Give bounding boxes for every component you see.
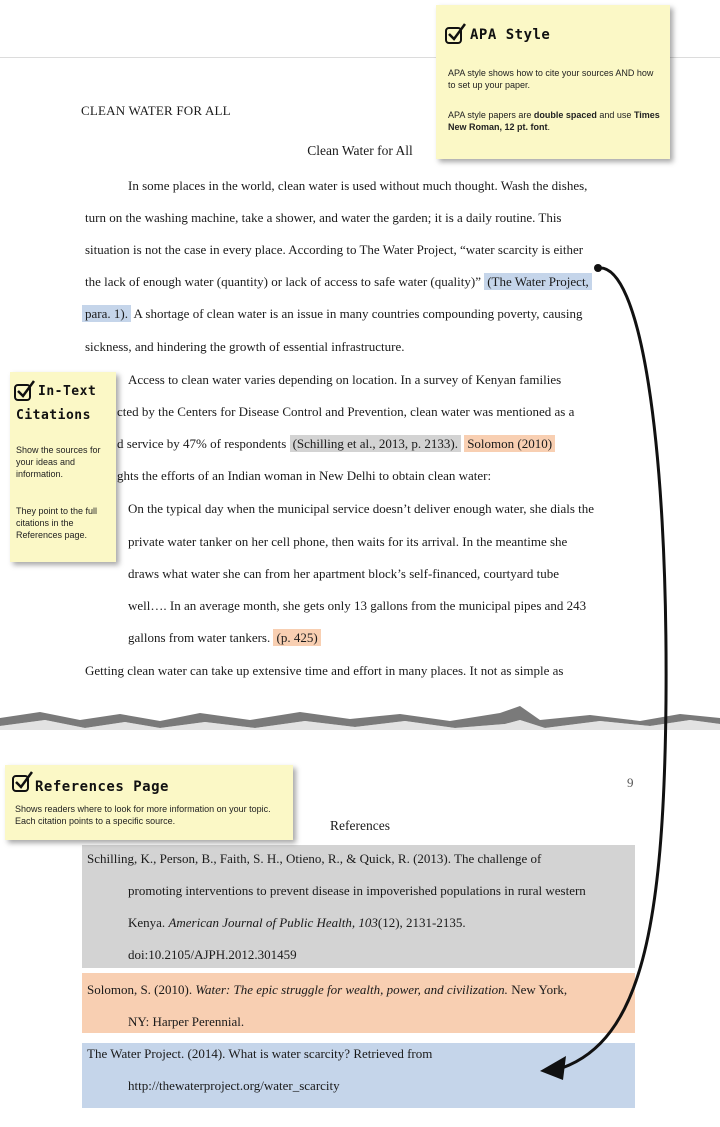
block-quote-line: draws what water she can from her apartment block’s self-financed, courtyard tube — [128, 566, 559, 581]
running-head: CLEAN WATER FOR ALL — [81, 103, 231, 118]
apa-style-note — [436, 5, 670, 159]
body-line: sickness, and hindering the growth of essential infrastructure. — [85, 339, 405, 354]
note-text: Shows readers where to look for more information on your topic. Each citation points to a specific source. — [15, 804, 271, 826]
checkbox-icon — [444, 23, 466, 45]
body-line: para. 1). A shortage of clean water is an issue in many countries compounding poverty, causing — [82, 305, 582, 323]
block-quote-line: On the typical day when the municipal service doesn’t deliver enough water, she dials the — [128, 501, 595, 516]
paper-title: Clean Water for All — [307, 143, 413, 158]
body-line: cted by the Centers for Disease Control and Prevention, clean water was mentioned as a — [117, 404, 575, 419]
note-heading: References Page — [35, 779, 169, 795]
citation-schilling: (Schilling et al., 2013, p. 2133). — [290, 435, 461, 452]
note-text: APA style shows how to cite your sources AND how to set up your paper. — [448, 68, 654, 90]
reference-line: promoting interventions to prevent disease in impoverished populations in rural western — [128, 883, 586, 898]
note-text: They point to the full citations in the References page. — [16, 506, 98, 540]
references-page-note — [5, 765, 293, 840]
checkbox-icon — [13, 380, 35, 402]
note-text: APA style papers are double spaced and use Times New Roman, 12 pt. font. — [448, 110, 660, 132]
torn-page-edge — [0, 690, 720, 760]
body-line: ghts the efforts of an Indian woman in New Delhi to obtain clean water: — [117, 468, 492, 483]
body-line: In some places in the world, clean water is used without much thought. Wash the dishes, — [128, 178, 588, 193]
block-quote-line: gallons from water tankers. (p. 425) — [128, 629, 321, 647]
citation-solomon: Solomon (2010) — [464, 435, 555, 452]
body-line: Access to clean water varies depending on location. In a survey of Kenyan families — [128, 372, 562, 387]
reference-line: Schilling, K., Person, B., Faith, S. H., Otieno, R., & Quick, R. (2013). The challenge of — [87, 851, 542, 866]
reference-line: Kenya. American Journal of Public Health, 103(12), 2131-2135. — [128, 915, 466, 930]
reference-line: The Water Project. (2014). What is water scarcity? Retrieved from — [87, 1046, 433, 1061]
note-heading: Citations — [16, 408, 91, 423]
page-number: 9 — [627, 775, 634, 790]
note-text: Show the sources for your ideas and information. — [16, 445, 101, 479]
body-line: turn on the washing machine, take a shower, and water the garden; it is a daily routine. This — [85, 210, 562, 225]
reference-line: Solomon, S. (2010). Water: The epic struggle for wealth, power, and civilization. New York, — [87, 982, 568, 997]
citation-page-425: (p. 425) — [273, 629, 320, 646]
citation-water-project-cont: para. 1). — [82, 305, 131, 322]
body-line: Getting clean water can take up extensive time and effort in many places. It not as simple as — [85, 663, 564, 678]
citation-water-project: (The Water Project, — [484, 273, 592, 290]
reference-line: NY: Harper Perennial. — [128, 1014, 245, 1029]
reference-line: doi:10.2105/AJPH.2012.301459 — [128, 947, 297, 962]
body-line: turning on a faucet… — [85, 696, 196, 711]
reference-line: http://thewaterproject.org/water_scarcity — [128, 1078, 340, 1093]
body-line: d service by 47% of respondents (Schilling et al., 2013, p. 2133). Solomon (2010) — [117, 435, 555, 453]
body-line: the lack of enough water (quantity) or lack of access to safe water (quality)” (The Water Project, — [85, 273, 592, 291]
note-heading: APA Style — [470, 27, 551, 43]
body-line: situation is not the case in every place. According to The Water Project, “water scarcity is either — [85, 242, 584, 257]
in-text-citations-note — [10, 372, 116, 562]
references-heading: References — [330, 818, 390, 833]
block-quote-line: private water tanker on her cell phone, then waits for its arrival. In the meantime she — [128, 534, 568, 549]
note-heading: In-Text — [38, 384, 97, 399]
checkbox-icon — [11, 771, 33, 793]
block-quote-line: well…. In an average month, she gets only 13 gallons from the municipal pipes and 243 — [128, 598, 587, 613]
